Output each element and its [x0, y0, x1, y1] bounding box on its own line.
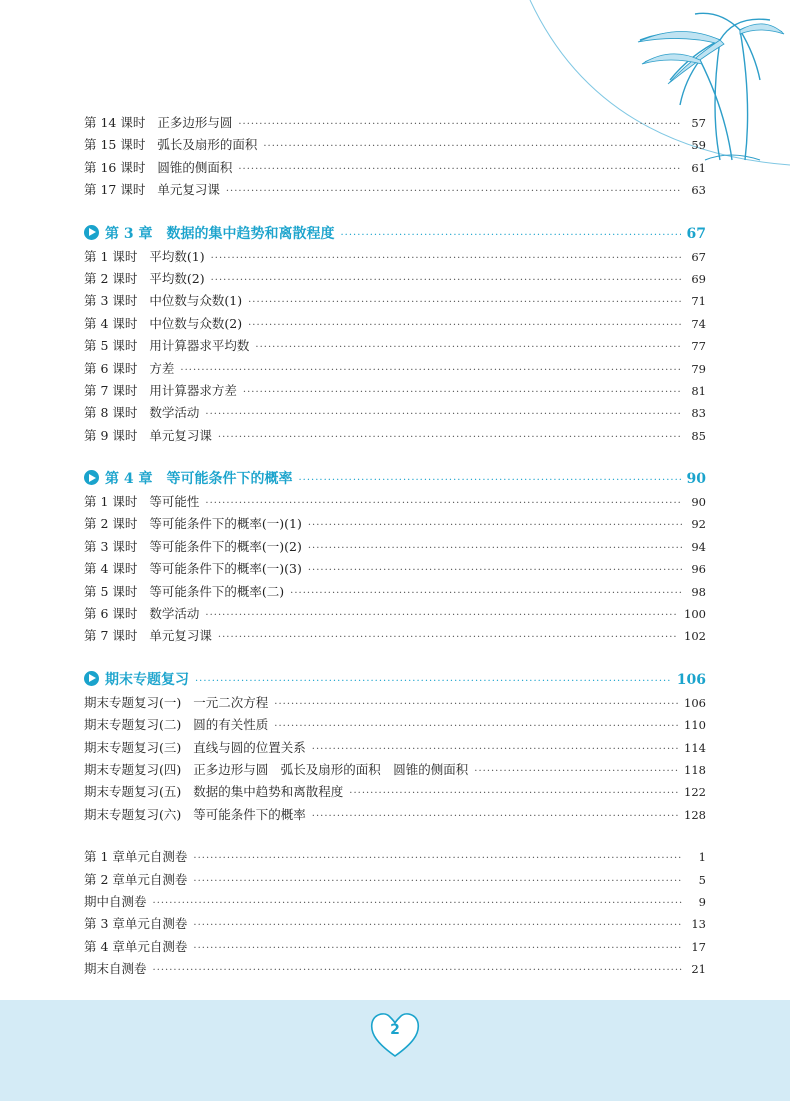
dot-leader	[238, 114, 682, 136]
dot-leader	[274, 694, 678, 716]
entry-lesson-label: 期末专题复习(六)	[84, 806, 182, 822]
entry-lesson-label: 第 5 课时	[84, 583, 138, 599]
entry-page-number: 9	[698, 894, 706, 909]
chapter-page-number: 90	[686, 471, 706, 488]
entry-lesson-label: 第 3 课时	[84, 293, 138, 309]
table-of-contents	[84, 112, 706, 981]
toc-entry[interactable]	[84, 781, 706, 803]
entry-lesson-label: 期末专题复习(三)	[84, 739, 182, 755]
toc-entry[interactable]	[84, 358, 706, 380]
entry-title: 数学活动	[149, 405, 200, 421]
entry-title: 正多边形与圆	[157, 115, 233, 130]
play-circle-icon	[84, 671, 99, 686]
dot-leader	[193, 938, 682, 960]
toc-entry[interactable]	[84, 759, 706, 781]
entry-page-number: 122	[684, 785, 706, 800]
dot-leader	[218, 427, 682, 449]
dot-leader	[193, 871, 682, 893]
dot-leader	[263, 136, 682, 158]
entry-page-number: 92	[691, 517, 706, 532]
chapter-page-number: 106	[676, 671, 706, 688]
dot-leader	[238, 159, 682, 181]
entry-title: 单元复习课	[149, 628, 212, 644]
dot-leader	[299, 469, 681, 493]
entry-lesson-label: 第 7 课时	[84, 628, 138, 644]
toc-entry[interactable]	[84, 581, 706, 603]
chapter-heading[interactable]	[84, 222, 706, 246]
entry-lesson-label: 第 7 课时	[84, 382, 138, 398]
play-circle-icon	[84, 470, 99, 485]
toc-entry[interactable]	[84, 335, 706, 357]
entry-title: 等可能性	[149, 494, 200, 510]
chapter-number: 第 3 章	[105, 225, 153, 242]
entry-page-number: 98	[691, 584, 706, 599]
dot-leader	[341, 224, 681, 248]
entry-page-number: 102	[684, 629, 706, 644]
entry-title: 弧长及扇形的面积	[157, 137, 258, 153]
entry-title: 第 3 章单元自测卷	[84, 916, 188, 932]
entry-lesson-label: 第 4 课时	[84, 315, 138, 331]
chapter-heading[interactable]	[84, 668, 706, 692]
toc-entry[interactable]	[84, 268, 706, 290]
entry-lesson-label: 第 1 课时	[84, 494, 138, 510]
entry-lesson-label: 第 8 课时	[84, 405, 138, 421]
dot-leader	[312, 739, 678, 761]
entry-page-number: 81	[691, 383, 706, 398]
dot-leader	[255, 337, 682, 359]
dot-leader	[474, 761, 678, 783]
toc-entry[interactable]	[84, 558, 706, 580]
toc-entry[interactable]	[84, 869, 706, 891]
entry-page-number: 13	[691, 917, 706, 932]
entry-title: 正多边形与圆 弧长及扇形的面积 圆锥的侧面积	[193, 761, 469, 777]
entry-title: 用计算器求平均数	[149, 338, 250, 354]
entry-title: 中位数与众数(2)	[149, 315, 243, 331]
entry-page-number: 61	[691, 160, 706, 175]
entry-page-number: 63	[691, 183, 706, 198]
dot-leader	[195, 670, 671, 694]
entry-title: 圆锥的侧面积	[157, 159, 233, 175]
play-circle-icon	[84, 225, 99, 240]
entry-page-number: 90	[691, 495, 706, 510]
entry-title: 数据的集中趋势和离散程度	[193, 784, 344, 800]
entry-lesson-label: 第 5 课时	[84, 338, 138, 354]
entry-page-number: 17	[691, 939, 706, 954]
entry-title: 等可能条件下的概率(一)(1)	[149, 516, 302, 532]
entry-title: 数学活动	[149, 606, 200, 622]
toc-entry[interactable]	[84, 380, 706, 402]
entry-lesson-label: 期末专题复习(二)	[84, 717, 182, 733]
entry-lesson-label: 第 15 课时	[84, 137, 146, 153]
entry-page-number: 128	[684, 807, 706, 822]
entry-page-number: 69	[691, 271, 706, 286]
entry-lesson-label: 期末专题复习(一)	[84, 694, 182, 710]
toc-entry[interactable]	[84, 513, 706, 535]
entry-page-number: 5	[698, 872, 706, 887]
entry-lesson-label: 第 4 课时	[84, 561, 138, 577]
dot-leader	[153, 893, 682, 915]
dot-leader	[226, 181, 682, 203]
entry-title: 期末自测卷	[84, 961, 147, 977]
entry-title: 直线与圆的位置关系	[193, 739, 306, 755]
entry-title: 单元复习课	[157, 182, 220, 198]
dot-leader	[205, 605, 678, 627]
entry-lesson-label: 第 6 课时	[84, 360, 138, 376]
toc-entry[interactable]	[84, 891, 706, 913]
entry-page-number: 57	[691, 116, 706, 130]
entry-title: 一元二次方程	[193, 694, 269, 710]
toc-entry[interactable]	[84, 603, 706, 625]
toc-entry[interactable]	[84, 804, 706, 826]
entry-lesson-label: 第 2 课时	[84, 270, 138, 286]
dot-leader	[243, 382, 682, 404]
entry-title: 第 1 章单元自测卷	[84, 849, 188, 865]
page-number: 2	[390, 1022, 400, 1038]
section-gap	[84, 826, 706, 846]
entry-lesson-label: 第 14 课时	[84, 115, 146, 130]
entry-lesson-label: 第 9 课时	[84, 427, 138, 443]
entry-lesson-label: 第 16 课时	[84, 159, 146, 175]
toc-entry[interactable]	[84, 112, 706, 134]
toc-entry[interactable]	[84, 179, 706, 201]
toc-entry[interactable]	[84, 536, 706, 558]
entry-page-number: 85	[691, 428, 706, 443]
entry-lesson-label: 第 17 课时	[84, 182, 146, 198]
entry-title: 等可能条件下的概率(一)(3)	[149, 561, 302, 577]
entry-lesson-label: 第 1 课时	[84, 248, 138, 264]
entry-title: 等可能条件下的概率	[193, 806, 306, 822]
toc-entry[interactable]	[84, 936, 706, 958]
entry-lesson-label: 第 6 课时	[84, 606, 138, 622]
entry-page-number: 106	[684, 695, 706, 710]
toc-entry[interactable]	[84, 958, 706, 980]
toc-entry[interactable]	[84, 714, 706, 736]
entry-page-number: 1	[698, 850, 706, 865]
entry-title: 单元复习课	[149, 427, 212, 443]
toc-entry[interactable]	[84, 157, 706, 179]
toc-entry[interactable]	[84, 290, 706, 312]
dot-leader	[248, 315, 682, 337]
chapter-number: 第 4 章	[105, 471, 153, 488]
entry-title: 平均数(2)	[149, 270, 205, 286]
toc-entry[interactable]	[84, 692, 706, 714]
dot-leader	[153, 960, 682, 982]
dot-leader	[308, 538, 682, 560]
entry-page-number: 110	[684, 718, 706, 733]
toc-entry[interactable]	[84, 246, 706, 268]
entry-page-number: 74	[691, 316, 706, 331]
entry-page-number: 100	[684, 607, 706, 622]
entry-title: 方差	[149, 360, 175, 376]
dot-leader	[312, 806, 678, 828]
toc-entry[interactable]	[84, 425, 706, 447]
page-footer	[0, 1000, 790, 1101]
entry-page-number: 118	[684, 762, 706, 777]
entry-title: 平均数(1)	[149, 248, 205, 264]
toc-entry[interactable]	[84, 913, 706, 935]
entry-page-number: 96	[691, 562, 706, 577]
entry-page-number: 94	[691, 539, 706, 554]
dot-leader	[308, 515, 682, 537]
entry-lesson-label: 第 2 课时	[84, 516, 138, 532]
entry-page-number: 114	[684, 740, 706, 755]
entry-title: 期中自测卷	[84, 893, 147, 909]
entry-title: 中位数与众数(1)	[149, 293, 243, 309]
toc-entry[interactable]	[84, 402, 706, 424]
dot-leader	[211, 248, 682, 270]
toc-entry[interactable]	[84, 313, 706, 335]
entry-page-number: 21	[691, 962, 706, 977]
dot-leader	[349, 783, 678, 805]
toc-entry[interactable]	[84, 846, 706, 868]
entry-title: 第 2 章单元自测卷	[84, 871, 188, 887]
entry-lesson-label: 期末专题复习(五)	[84, 784, 182, 800]
toc-entry[interactable]	[84, 625, 706, 647]
entry-title: 第 4 章单元自测卷	[84, 938, 188, 954]
entry-page-number: 59	[691, 138, 706, 153]
dot-leader	[218, 627, 678, 649]
dot-leader	[211, 270, 682, 292]
entry-title: 等可能条件下的概率(二)	[149, 583, 285, 599]
entry-lesson-label: 期末专题复习(四)	[84, 761, 182, 777]
chapter-title: 期末专题复习	[105, 671, 189, 688]
entry-title: 等可能条件下的概率(一)(2)	[149, 538, 302, 554]
chapter-title: 等可能条件下的概率	[166, 471, 293, 488]
entry-title: 圆的有关性质	[193, 717, 269, 733]
chapter-heading[interactable]	[84, 467, 706, 491]
chapter-page-number: 67	[686, 225, 706, 242]
dot-leader	[205, 493, 682, 515]
toc-entry[interactable]	[84, 737, 706, 759]
dot-leader	[193, 915, 682, 937]
entry-lesson-label: 第 3 课时	[84, 538, 138, 554]
entry-page-number: 71	[691, 294, 706, 309]
dot-leader	[308, 560, 682, 582]
chapter-title: 数据的集中趋势和离散程度	[166, 225, 335, 242]
dot-leader	[205, 404, 682, 426]
entry-page-number: 83	[691, 406, 706, 421]
dot-leader	[290, 583, 682, 605]
entry-page-number: 77	[691, 339, 706, 354]
entry-page-number: 79	[691, 361, 706, 376]
dot-leader	[193, 848, 682, 870]
toc-entry[interactable]	[84, 491, 706, 513]
entry-page-number: 67	[691, 249, 706, 264]
dot-leader	[180, 360, 682, 382]
dot-leader	[248, 292, 682, 314]
dot-leader	[274, 716, 678, 738]
toc-entry[interactable]	[84, 134, 706, 156]
entry-title: 用计算器求方差	[149, 382, 237, 398]
